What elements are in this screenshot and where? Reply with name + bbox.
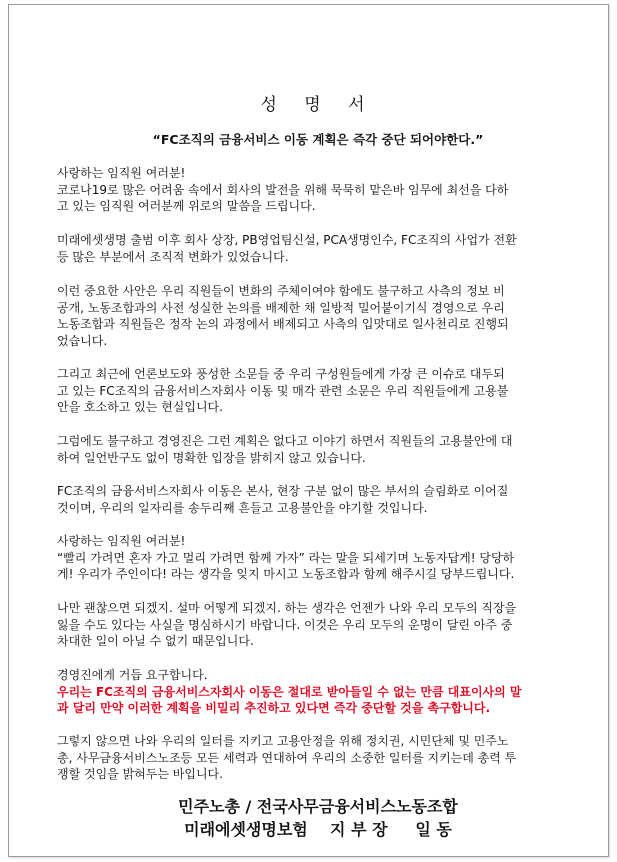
text-line: 총, 사무금융서비스노조등 모든 세력과 연대하여 우리의 소중한 일터를 지키는데 총력 투 <box>57 750 517 765</box>
text-line: 게! 우리가 주인이다! 라는 생각을 잊지 마시고 노동조합과 함께 해주시길 당부드립니다. <box>57 567 515 582</box>
paragraph-management <box>57 433 579 466</box>
text-line: 등 많은 부분에서 조직적 변화가 있었습니다. <box>57 249 289 264</box>
text-line: 안을 호소하고 있는 현실입니다. <box>57 400 223 415</box>
paragraph-history <box>57 232 579 265</box>
signature-branch: 미래에셋생명보험 지 부 장 일 동 <box>184 820 452 839</box>
demand-highlight-line: 우리는 FC조직의 금융서비스자회사 이동은 절대로 받아들일 수 없는 만큼 대표이사의 말 <box>57 684 522 699</box>
text-line: 코로나19로 많은 어려움 속에서 회사의 발전을 위해 묵묵히 맡은바 임무에 최선을 다하 <box>57 182 509 197</box>
text-line: 그리고 최근에 언론보도와 풍성한 소문들 중 우리 구성원들에게 가장 큰 이슈로 대두되 <box>57 367 505 381</box>
paragraph-resolution <box>57 733 579 783</box>
text-line: FC조직의 금융서비스자회사 이동은 본사, 현장 구분 없이 많은 부서의 슬림화로 이어질 <box>57 484 509 498</box>
text-line: 미래에셋생명 출범 이후 회사 상장, PB영업팀신설, PCA생명인수, FC조직의 사업가 전환 <box>57 233 517 247</box>
text-line: 나만 괜찮으면 되겠지. 설마 어떻게 되겠지. 하는 생각은 언젠가 나와 우리 모두의 직장을 <box>57 601 517 615</box>
text-line: 고 있는 임직원 여러분께 위로의 말씀을 드립니다. <box>57 199 316 214</box>
text-line: 것이며, 우리의 일자리를 송두리째 흔들고 고용불안을 야기할 것입니다. <box>57 500 428 515</box>
paragraph-warning <box>57 600 579 650</box>
text-line: 었습니다. <box>57 333 108 348</box>
text-line: “빨리 가려면 혼자 가고 멀리 가려면 함께 가자” 라는 말을 되세기며 노동자답게! 당당하 <box>57 550 515 565</box>
text-line: 쟁할 것임을 밝혀두는 바입니다. <box>57 767 223 782</box>
text-line: 사랑하는 임직원 여러분! <box>57 166 186 180</box>
paragraph-rumors <box>57 366 579 416</box>
text-line: 잃을 수도 있다는 사실을 명심하시기 바랍니다. 이것은 우리 모두의 운명이 달린 아주 중 <box>57 617 513 632</box>
paragraph-solidarity <box>57 533 579 583</box>
paragraph-greeting <box>57 165 579 215</box>
text-line: 경영진에게 거듭 요구합니다. <box>57 668 208 682</box>
text-line: 그렇지 않으면 나와 우리의 일터를 지키고 고용안정을 위해 정치권, 시민단체 및 민주노 <box>57 734 509 748</box>
document-subtitle: “FC조직의 금융서비스 이동 계획은 즉각 중단 되어야한다.” <box>152 132 484 147</box>
text-line: 차대한 일이 아닐 수 없기 때문입니다. <box>57 634 254 649</box>
text-line: 공개, 노동조합과의 사전 성실한 논의를 배제한 채 일방적 밀어붙이기식 경영으로 우리 <box>57 300 505 315</box>
text-line: 그럼에도 불구하고 경영진은 그런 계획은 없다고 이야기 하면서 직원들의 고용불안에 대 <box>57 434 513 448</box>
document-page <box>8 4 609 857</box>
text-line: 이런 중요한 사안은 우리 직원들이 변화의 주체이여야 함에도 불구하고 사측의 정보 비 <box>57 284 505 298</box>
demand-highlight-line: 과 달리 만약 이러한 계획을 비밀리 추진하고 있다면 즉각 중단할 것을 촉구합니다. <box>57 701 491 716</box>
paragraph-exclusion <box>57 283 579 349</box>
text-line: 하여 일언반구도 없이 명확한 입장을 밝히지 않고 있습니다. <box>57 450 366 465</box>
text-line: 노동조합과 직원들은 정작 논의 과정에서 배제되고 사측의 입맛대로 일사천리로 진행되 <box>57 317 509 332</box>
document-title: 성 명 서 <box>260 95 376 115</box>
paragraph-consequences <box>57 483 579 516</box>
text-line: 사랑하는 임직원 여러분! <box>57 534 186 548</box>
paragraph-demand <box>57 667 579 717</box>
signature-union: 민주노총 / 전국사무금융서비스노동조합 <box>178 797 458 816</box>
text-line: 고 있는 FC조직의 금융서비스자회사 이동 및 매각 관련 소문은 우리 직원들에게 고용불 <box>57 383 509 398</box>
